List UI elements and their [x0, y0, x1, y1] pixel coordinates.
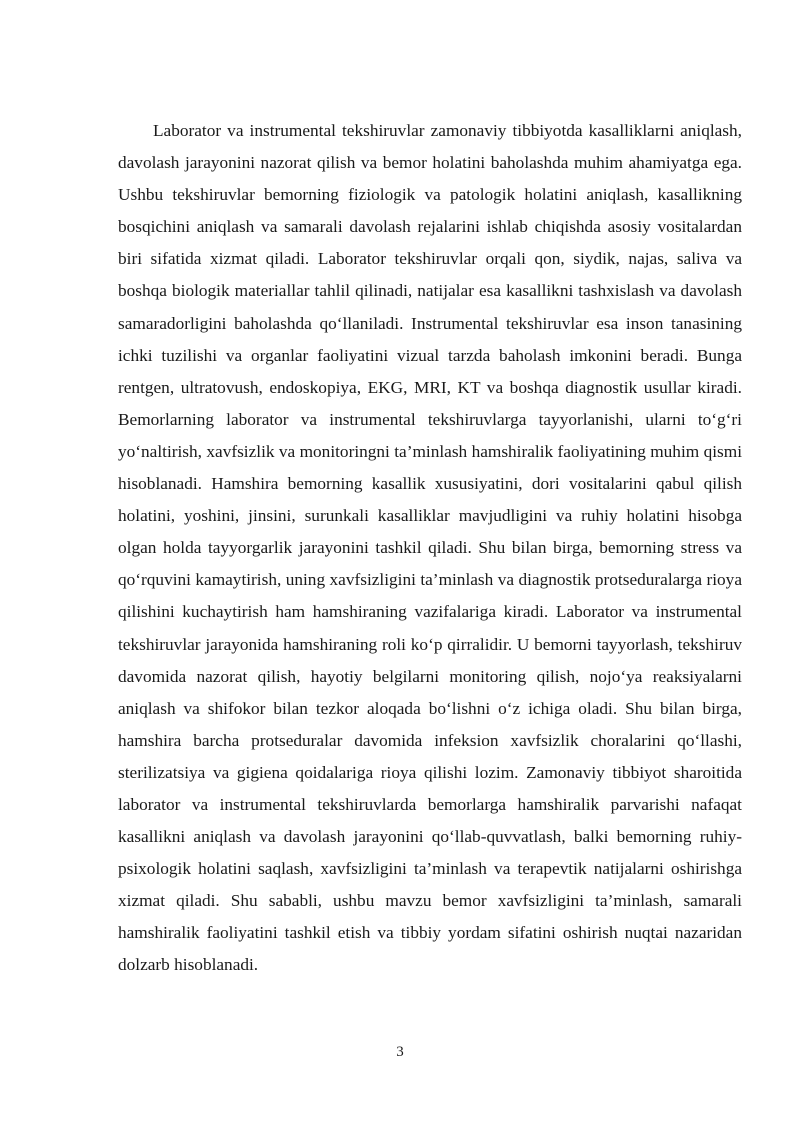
body-paragraph: Laborator va instrumental tekshiruvlar zamonaviy tibbiyotda kasalliklarni aniqlash, davolash jarayonini nazorat qilish va bemor holatini baholashda muhim ahamiyatga ega. Ushbu tekshiruvlar bemorning fiziologik va patologik holatini aniqlash, kasallikning bosqichini aniqlash va samarali davolash rejalarini ishlab chiqishda asosiy vositalardan biri sifatida xizmat qiladi. Laborator tekshiruvlar orqali qon, siydik, najas, saliva va boshqa biologik materiallar tahlil qilinadi, natijalar esa kasallikni tashxislash va davolash samaradorligini baholashda qo‘llaniladi. Instrumental tekshiruvlar esa inson tanasining ichki tuzilishi va organlar faoliyatini vizual tarzda baholash imkonini beradi. Bunga rentgen, ultratovush, endoskopiya, EKG, MRI, KT va boshqa diagnostik usullar kiradi. Bemorlarning laborator va instrumental tekshiruvlarga tayyorlanishi, ularni to‘g‘ri yo‘naltirish, xavfsizlik va monitoringni ta’minlash hamshiralik faoliyatining muhim qismi hisoblanadi. Hamshira bemorning kasallik xususiyatini, dori vositalarini qabul qilish holatini, yoshini, jinsini, surunkali kasalliklar mavjudligini va ruhiy holatini hisobga olgan holda tayyorgarlik jarayonini tashkil qiladi. Shu bilan birga, bemorning stress va qo‘rquvini kamaytirish, uning xavfsizligini ta’minlash va diagnostik protseduralarga rioya qilishini kuchaytirish ham hamshiraning vazifalariga kiradi. Laborator va instrumental tekshiruvlar jarayonida hamshiraning roli ko‘p qirralidir. U bemorni tayyorlash, tekshiruv davomida nazorat qilish, hayotiy belgilarni monitoring qilish, nojo‘ya reaksiyalarni aniqlash va shifokor bilan tezkor aloqada bo‘lishni o‘z ichiga oladi. Shu bilan birga, hamshira barcha protseduralar davomida infeksion xavfsizlik choralarini qo‘llashi, sterilizatsiya va gigiena qoidalariga rioya qilishi lozim. Zamonaviy tibbiyot sharoitida laborator va instrumental tekshiruvlarda bemorlarga hamshiralik parvarishi nafaqat kasallikni aniqlash va davolash jarayonini qo‘llab-quvvatlash, balki bemorning ruhiy-psixologik holatini saqlash, xavfsizligini ta’minlash va terapevtik natijalarni oshirishga xizmat qiladi. Shu sababli, ushbu mavzu bemor xavfsizligini ta’minlash, samarali hamshiralik faoliyatini tashkil etish va tibbiy yordam sifatini oshirish nuqtai nazaridan dolzarb hisoblanadi.	[118, 121, 742, 975]
page-number: 3	[396, 1044, 404, 1060]
